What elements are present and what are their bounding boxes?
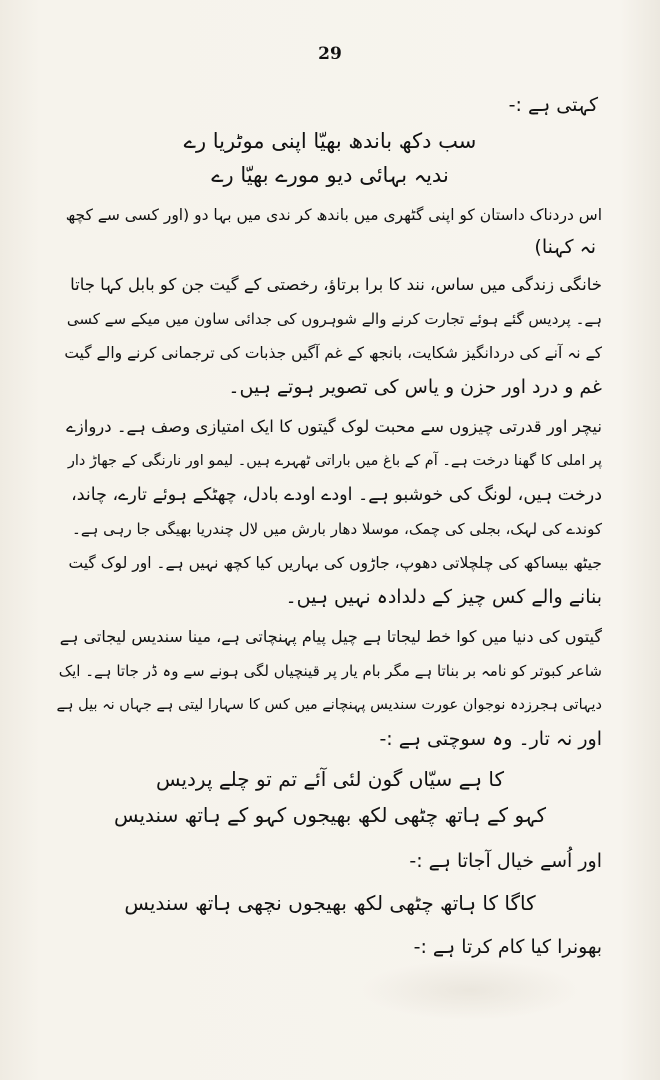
text-line: اور نہ تار۔ وہ سوچتی ہے :- <box>379 728 602 750</box>
text-line: بنانے والے کس چیز کے دلدادہ نہیں ہیں۔ <box>285 586 602 608</box>
text-line: دیہاتی ہجرزدہ نوجوان عورت سندیس پہنچانے میں کس کا سہارا لیتی ہے جہاں نہ بیل ہے <box>56 697 602 713</box>
verse-line: کا ہے سیّاں گون لئی آئے تم تو چلے پردیس <box>155 767 505 791</box>
text-line: غم و درد اور حزن و یاس کی تصویر ہوتے ہیں۔ <box>228 376 602 398</box>
text-line: پر املی کا گھنا درخت ہے۔ آم کے باغ میں باراتی ٹھہرے ہیں۔ لیمو اور نارنگی کے جھاڑ دار <box>67 453 602 469</box>
verse-line: کاگا کا ہاتھ چٹھی لکھ بھیجوں نچھی ہاتھ سندیس <box>124 891 536 915</box>
text-line: نہ کہنا) <box>534 236 596 258</box>
text-line: درخت ہیں، لونگ کی خوشبو ہے۔ اودے اودے بادل، چھٹکے ہوئے تارے، چاند، <box>71 485 602 505</box>
paper-stain <box>360 960 580 1020</box>
text-line: گیتوں کی دنیا میں کوا خط لیجاتا ہے چیل پیام پہنچاتی ہے، مینا سندیس لیجاتی ہے <box>59 627 602 646</box>
text-line: اور اُسے خیال آجاتا ہے :- <box>409 850 602 872</box>
text-line: کوندے کی لہک، بجلی کی چمک، موسلا دھار بارش میں لال چندریا بھیگی جا رہی ہے۔ <box>72 520 602 538</box>
page-number: 29 <box>318 44 342 64</box>
text-line: خانگی زندگی میں ساس، نند کا برا برتاؤ، رخصتی کے گیت جن کو بابل کہا جاتا <box>70 275 602 294</box>
text-line: کہتی ہے :- <box>508 94 598 116</box>
text-line: اس دردناک داستان کو اپنی گٹھری میں باندھ کر ندی میں بہا دو (اور کسی سے کچھ <box>65 206 602 224</box>
text-line: شاعر کبوتر کو نامہ بر بناتا ہے مگر بام یار پر قینچیاں لگی ہونے سے وہ ڈر جاتا ہے۔ ایک <box>58 662 602 680</box>
text-line: جیٹھ بیساکھ کی چلچلاتی دھوپ، جاڑوں کی بہاریں کیا کچھ نہیں ہے۔ اور لوک گیت <box>68 554 602 572</box>
verse-line: کہو کے ہاتھ چٹھی لکھ بھیجوں کہو کے ہاتھ سندیس <box>113 803 547 827</box>
text-line: ہے۔ پردیس گئے ہوئے تجارت کرنے والے شوہروں کی جدائی ساون میں میکے سے کسی <box>66 310 602 328</box>
verse-line: سب دکھ باندھ بھیّا اپنی موٹریا رے <box>183 129 477 153</box>
text-line: نیچر اور قدرتی چیزوں سے محبت لوک گیتوں کا ایک امتیازی وصف ہے۔ دروازے <box>66 417 602 436</box>
text-line: کے نہ آنے کی دردانگیز شکایت، بانجھ کے غم آگیں جذبات کی ترجمانی کرنے والے گیت <box>64 344 602 362</box>
verse-line: ندیہ بہائی دیو مورے بھیّا رے <box>211 163 449 187</box>
text-line: بھونرا کیا کام کرتا ہے :- <box>413 936 602 958</box>
